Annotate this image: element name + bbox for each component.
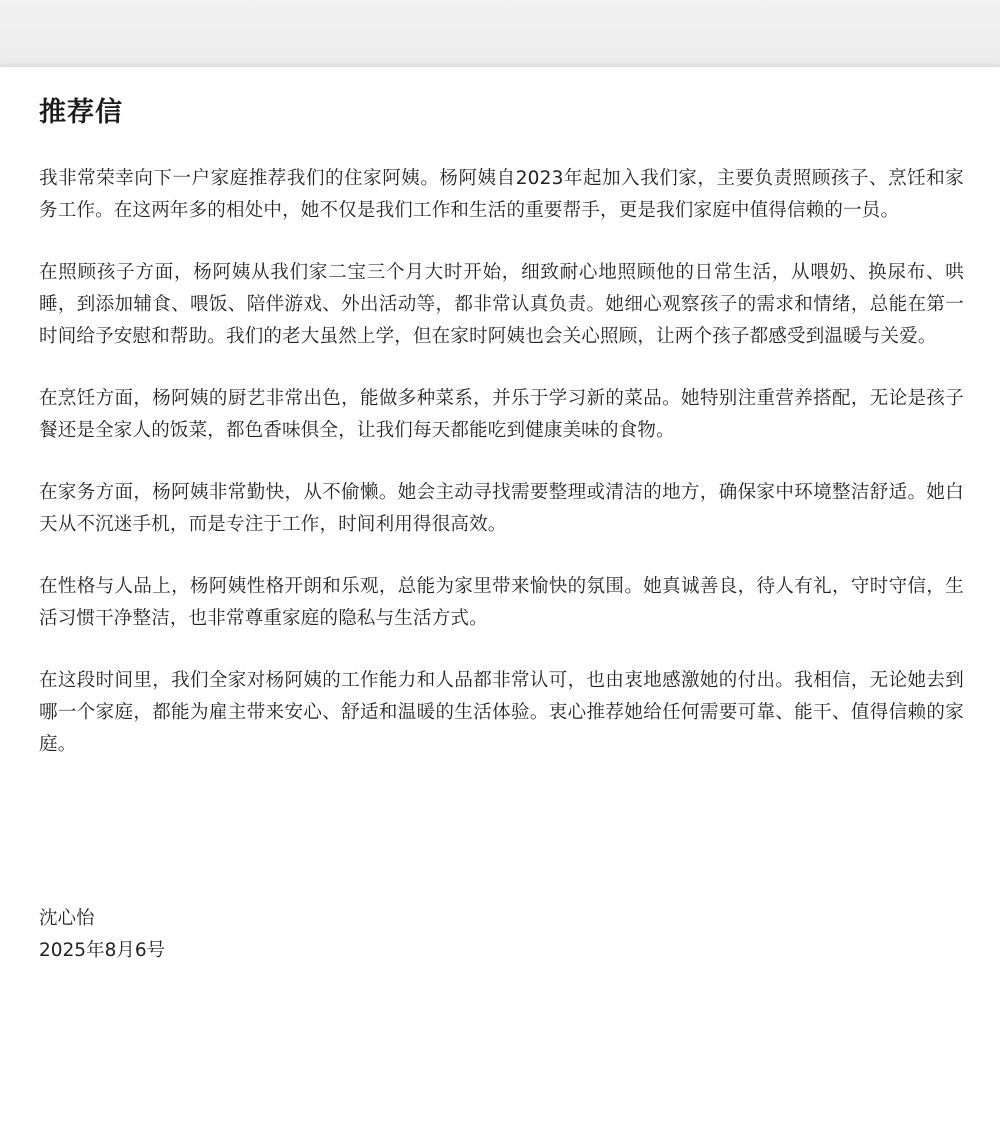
paragraph-cooking: 在烹饪方面，杨阿姨的厨艺非常出色，能做多种菜系，并乐于学习新的菜品。她特别注重营养搭配，无论是孩子餐还是全家人的饭菜，都色香味俱全，让我们每天都能吃到健康美味的食物。	[39, 388, 964, 441]
signature-block	[39, 903, 165, 967]
paragraph-character: 在性格与人品上，杨阿姨性格开朗和乐观，总能为家里带来愉快的氛围。她真诚善良，待人有礼，守时守信，生活习惯干净整洁，也非常尊重家庭的隐私与生活方式。	[39, 576, 964, 629]
signature-date: 2025年8月6号	[39, 940, 166, 961]
paragraph-housework: 在家务方面，杨阿姨非常勤快，从不偷懒。她会主动寻找需要整理或清洁的地方，确保家中环境整洁舒适。她白天从不沉迷手机，而是专注于工作，时间利用得很高效。	[39, 482, 964, 535]
document-page	[0, 66, 1000, 1121]
paragraph-conclusion: 在这段时间里，我们全家对杨阿姨的工作能力和人品都非常认可，也由衷地感激她的付出。我相信，无论她去到哪一个家庭，都能为雇主带来安心、舒适和温暖的生活体验。衷心推荐她给任何需要可靠、能干、值得信赖的家庭。	[39, 670, 964, 755]
letter-body	[39, 163, 964, 791]
signature-name: 沈心怡	[39, 908, 95, 929]
document-title: 推荐信	[39, 97, 123, 128]
paragraph-intro: 我非常荣幸向下一户家庭推荐我们的住家阿姨。杨阿姨自2023年起加入我们家，主要负责照顾孩子、烹饪和家务工作。在这两年多的相处中，她不仅是我们工作和生活的重要帮手，更是我们家庭中值得信赖的一员。	[39, 168, 964, 221]
top-bar	[0, 0, 1000, 66]
paragraph-childcare: 在照顾孩子方面，杨阿姨从我们家二宝三个月大时开始，细致耐心地照顾他的日常生活，从喂奶、换尿布、哄睡，到添加辅食、喂饭、陪伴游戏、外出活动等，都非常认真负责。她细心观察孩子的需求和情绪，总能在第一时间给予安慰和帮助。我们的老大虽然上学，但在家时阿姨也会关心照顾，让两个孩子都感受到温暖与关爱。	[39, 262, 964, 347]
